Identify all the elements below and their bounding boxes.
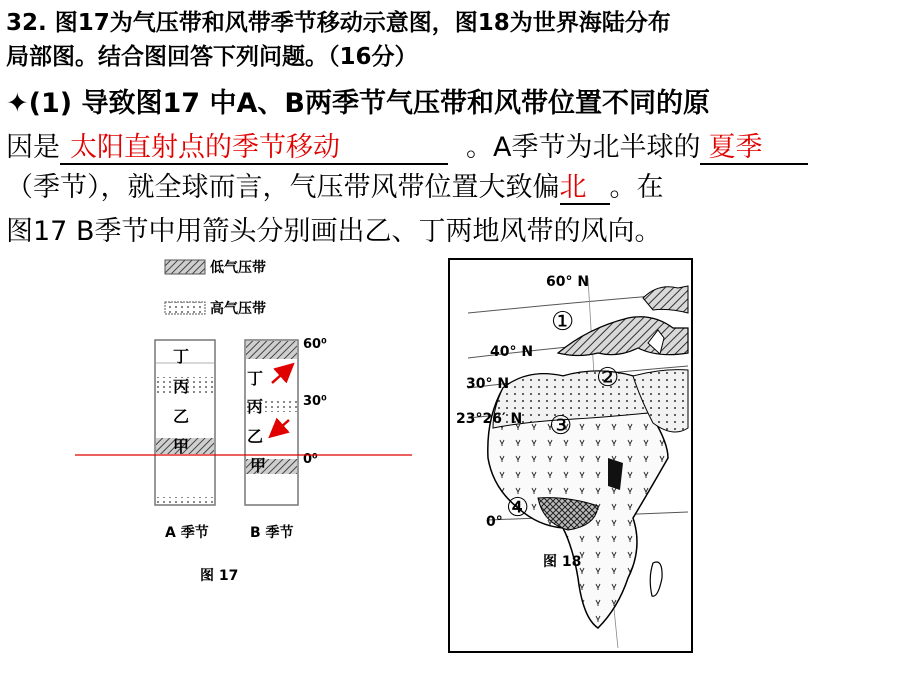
- a-cell-bing: 丙: [173, 377, 190, 396]
- lat-60-label: 60° N: [546, 274, 590, 290]
- subquestion-1-prefix: (1) 导致图17 中A、B两季节气压带和风带位置不同的原: [28, 88, 710, 119]
- b-cell-bing: 丙: [247, 397, 264, 416]
- legend-high-label: 高气压带: [210, 301, 266, 317]
- lat-60-label: 60⁰: [303, 337, 327, 352]
- column-b: [245, 340, 298, 505]
- marker-1: ①: [551, 307, 575, 337]
- label-a-season: A 季节: [165, 525, 209, 541]
- a-cell-yi: 乙: [173, 407, 190, 426]
- b-cell-yi: 乙: [247, 427, 264, 446]
- label-b-season: B 季节: [250, 525, 294, 541]
- lat-23-label: 23°26′ N: [456, 411, 523, 427]
- line5-start: （季节），就全球而言，气压带风带位置大致偏: [6, 172, 560, 203]
- figure-17-diagram: [60, 250, 430, 590]
- marker-4: ④: [506, 493, 530, 523]
- b-top-low: [246, 341, 297, 359]
- answer-line-4: [6, 130, 808, 166]
- line5-end: 。在: [609, 172, 664, 203]
- answer-blank-1[interactable]: [60, 133, 448, 165]
- legend-high-swatch: [165, 302, 205, 314]
- a-cell-jia: 甲: [173, 437, 190, 456]
- a-bottom-high: [156, 497, 214, 504]
- line4-start: 因是: [6, 132, 60, 163]
- b-cell-jia: 甲: [250, 456, 267, 475]
- column-a: [155, 340, 215, 505]
- question-line-6: 图17 B季节中用箭头分别画出乙、丁两地风带的风向。: [6, 216, 662, 247]
- subquestion-1-line: [6, 86, 710, 122]
- b-cell-ding: 丁: [247, 369, 264, 388]
- line4-mid: 。A季节为北半球的: [466, 132, 701, 163]
- legend-low-swatch: [165, 260, 205, 274]
- answer-blank-3[interactable]: [560, 173, 610, 205]
- lat-40-label: 40° N: [490, 344, 534, 360]
- lat-0-label: 0°: [486, 514, 503, 530]
- lat-30-label: 30° N: [466, 376, 510, 392]
- question-line-2: 局部图。结合图回答下列问题。（16分）: [6, 44, 418, 70]
- answer-3-text: 北: [559, 172, 587, 203]
- answer-line-5: [6, 170, 664, 206]
- marker-3: ③: [549, 411, 573, 441]
- a-cell-ding: 丁: [173, 347, 190, 366]
- answer-1-text: 太阳直射点的季节移动: [70, 132, 340, 163]
- question-line-1: 32. 图17为气压带和风带季节移动示意图，图18为世界海陆分布: [6, 10, 671, 36]
- figure-17-caption: 图 17: [200, 568, 239, 584]
- legend-low-label: 低气压带: [210, 260, 266, 276]
- star-icon: ✦: [6, 88, 29, 119]
- figure-18-map: [448, 258, 693, 653]
- lat-0-label: 0⁰: [303, 452, 318, 467]
- lat-30-label: 30⁰: [303, 394, 327, 409]
- figure-18-caption: 图 18: [543, 554, 582, 570]
- marker-2: ②: [596, 363, 620, 393]
- answer-2-text: 夏季: [708, 132, 763, 163]
- answer-blank-2[interactable]: [700, 133, 808, 165]
